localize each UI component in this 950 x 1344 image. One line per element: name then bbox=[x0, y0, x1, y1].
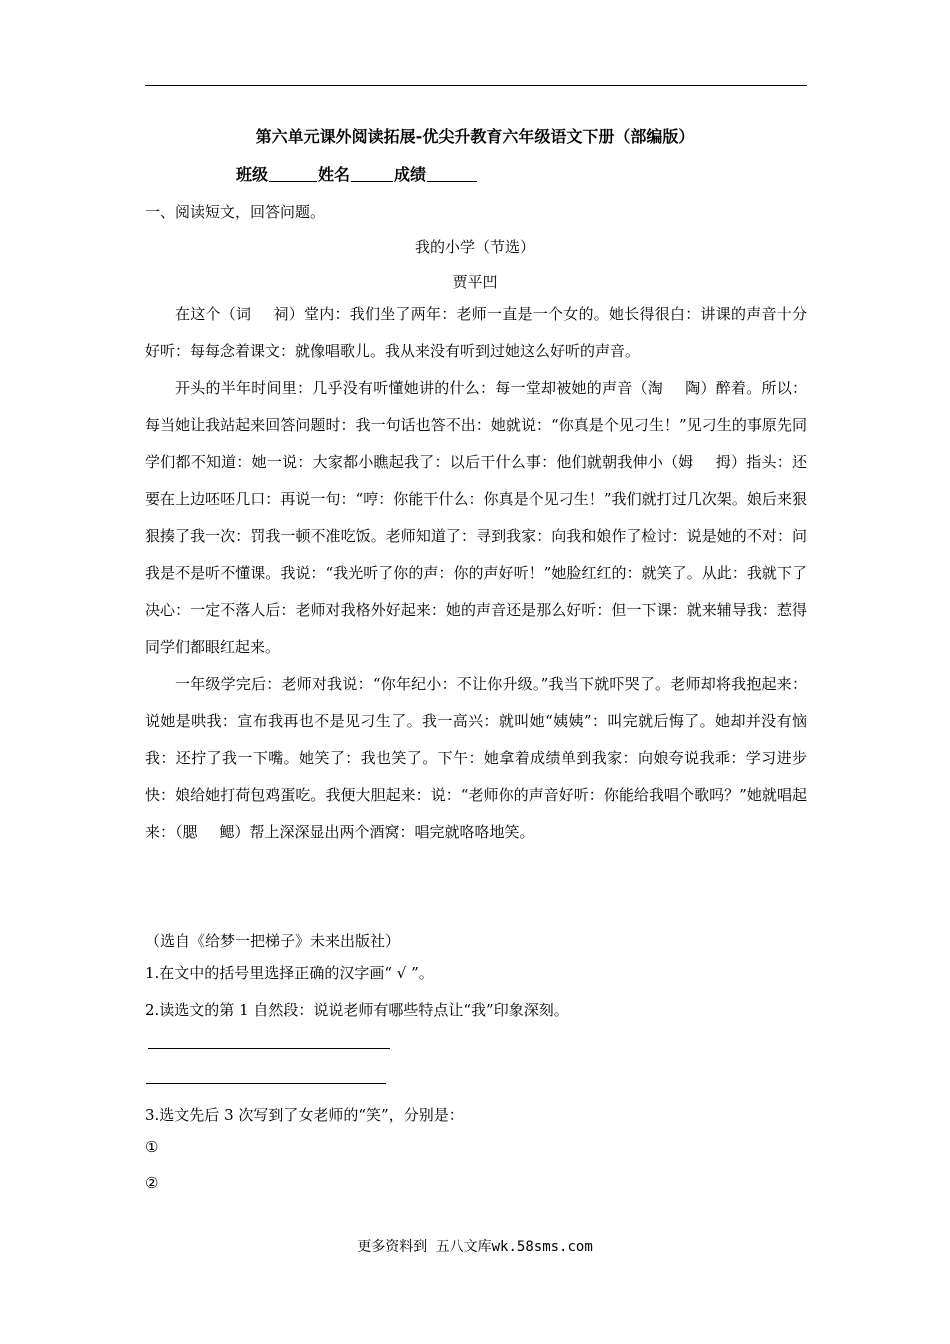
score-label: 成绩 bbox=[394, 165, 427, 184]
name-label: 姓名 bbox=[318, 165, 351, 184]
paragraph-2: 开头的半年时间里：几乎没有听懂她讲的什么：每一堂却被她的声音（淘 陶）醉着。所以：每当她让我站起来回答问题时：我一句话也答不出：她就说：“你真是个见刁生！”见刁生的事原先同学们都不知道：她一说：大家都小瞧起我了：以后干什么事：他们就朝我伸小（姆 拇）指头：还要在上边呸呸几口：再说一句：“哼：你能干什么：你真是个见刁生！”我们就打过几次架。娘后来狠狠揍了我一次：罚我一顿不准吃饭。老师知道了：寻到我家：向我和娘作了检讨：说是她的不对：问我是不是听不懂课。我说：“我光听了你的声：你的声好听！”她脸红红的：就笑了。从此：我就下了决心：一定不落人后：老师对我格外好起来：她的声音还是那么好听：但一下课：就来辅导我：惹得同学们都眼红起来。 bbox=[145, 379, 807, 656]
article-author: 贾平凹 bbox=[452, 273, 498, 291]
answer-line-2[interactable] bbox=[146, 1083, 386, 1084]
source-note: （选自《给梦一把梯子》未来出版社） bbox=[145, 932, 401, 950]
class-blank[interactable] bbox=[269, 165, 317, 182]
name-blank[interactable] bbox=[351, 165, 393, 182]
score-blank[interactable] bbox=[427, 165, 477, 182]
class-label: 班级 bbox=[236, 165, 269, 184]
paragraph-3: 一年级学完后：老师对我说：“你年纪小：不让你升级。”我当下就吓哭了。老师却将我抱起来：说她是哄我：宣布我再也不是见刁生了。我一高兴：就叫她“姨姨”：叫完就后悔了。她却并没有恼我：还拧了我一下嘴。她笑了：我也笑了。下午：她拿着成绩单到我家：向娘夸说我乖：学习进步快：娘给她打荷包鸡蛋吃。我便大胆起来：说：“老师你的声音好听：你能给我唱个歌吗？”她就唱起来：（腮 鳃）帮上深深显出两个酒窝：唱完就咯咯地笑。 bbox=[145, 675, 807, 841]
answer-marker-1: ① bbox=[145, 1138, 159, 1156]
question-1: 1.在文中的括号里选择正确的汉字画“ √ ”。 bbox=[145, 964, 434, 982]
page-title: 第六单元课外阅读拓展-优尖升教育六年级语文下册（部编版） bbox=[255, 127, 695, 146]
article-title: 我的小学（节选） bbox=[414, 238, 535, 256]
student-info-line bbox=[236, 162, 478, 185]
paragraph-1: 在这个（词 祠）堂内：我们坐了两年：老师一直是一个女的。她长得很白：讲课的声音十分好听：每每念着课文：就像唱歌儿。我从来没有听到过她这么好听的声音。 bbox=[145, 305, 807, 360]
question-2: 2.读选文的第 1 自然段：说说老师有哪些特点让“我”印象深刻。 bbox=[145, 1001, 569, 1019]
footer-link[interactable]: 更多资料到 五八文库wk.58sms.com bbox=[357, 1239, 593, 1255]
answer-line-1[interactable] bbox=[148, 1048, 390, 1049]
question-3: 3.选文先后 3 次写到了女老师的“笑”，分别是： bbox=[145, 1106, 464, 1124]
answer-marker-2: ② bbox=[145, 1174, 159, 1192]
section-heading: 一、阅读短文，回答问题。 bbox=[145, 203, 326, 221]
reading-passage bbox=[145, 296, 807, 851]
header-rule bbox=[145, 85, 807, 86]
